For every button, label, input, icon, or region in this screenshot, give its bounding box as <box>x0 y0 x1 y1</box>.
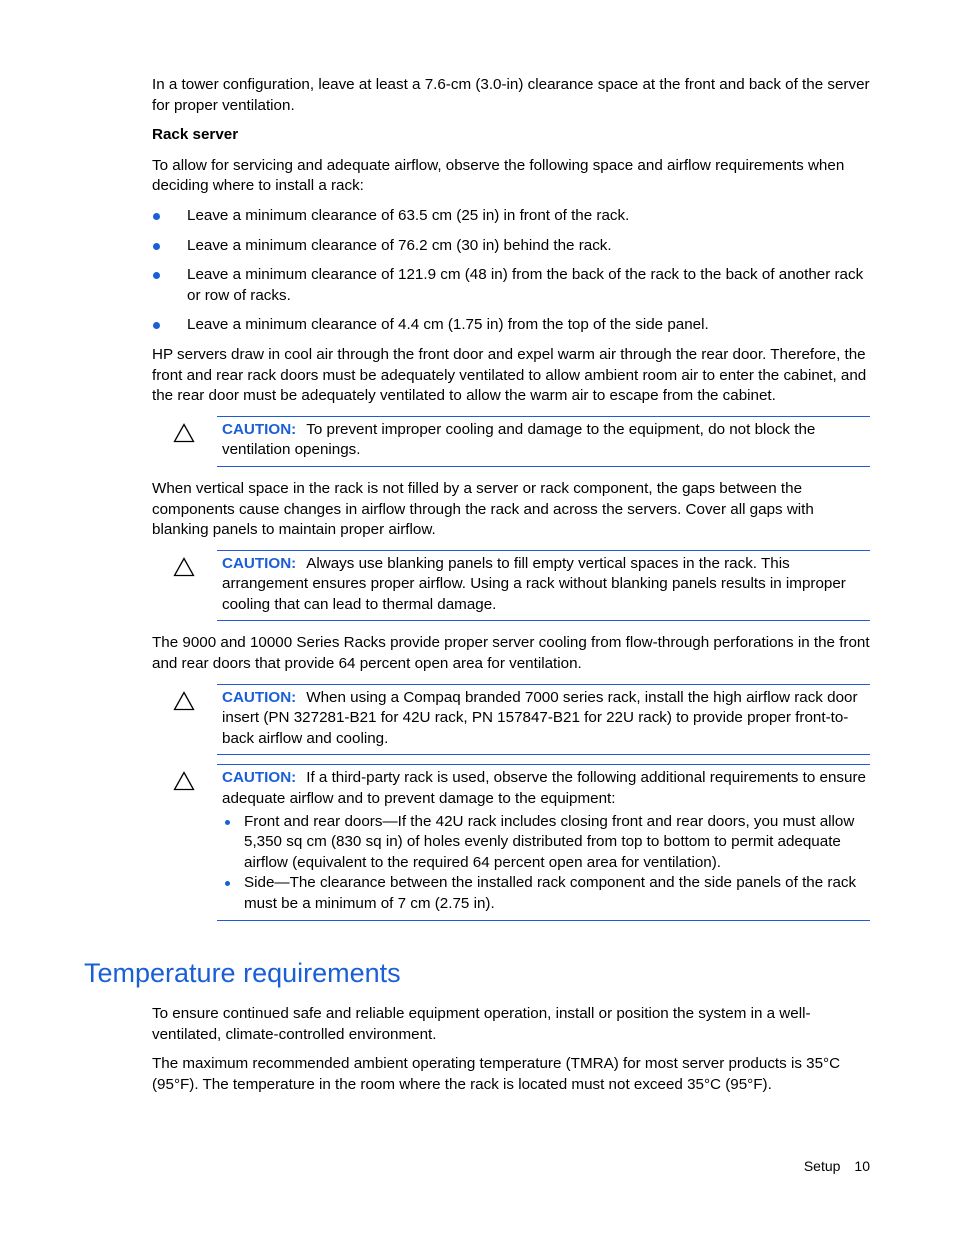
list-item: Leave a minimum clearance of 76.2 cm (30 in) behind the rack. <box>152 236 870 257</box>
caution-icon <box>173 557 195 577</box>
series-racks-paragraph: The 9000 and 10000 Series Racks provide proper server cooling from flow-through perforations in the front and rear doors that provide 64 percent open area for ventilation. <box>152 634 870 673</box>
temperature-paragraph-2: The maximum recommended ambient operating temperature (TMRA) for most server products is 35°C (95°F). The temperature in the room where the rack is located must not exceed 35°C (95°F). <box>152 1055 841 1093</box>
list-item: Leave a minimum clearance of 121.9 cm (48 in) from the back of the rack to the back of another rack or row of racks. <box>152 265 870 306</box>
caution-label: CAUTION: <box>222 554 297 572</box>
caution-text: To prevent improper cooling and damage to the equipment, do not block the ventilation openings. <box>222 420 816 459</box>
footer-section: Setup <box>803 1158 841 1174</box>
temperature-body <box>152 1004 870 1104</box>
caution-block-third-party <box>152 764 870 920</box>
hp-servers-paragraph: HP servers draw in cool air through the front door and expel warm air through the rear door. Therefore, the front and rear rack doors must be adequately ventilated to allow ambient room air to enter the cabinet, and the rear door must be adequately ventilated to allow the warm air to escape from the cabinet. <box>152 345 867 405</box>
caution-label: CAUTION: <box>222 420 297 438</box>
caution-icon <box>173 423 195 443</box>
temperature-heading: Temperature requirements <box>84 958 401 988</box>
page-footer <box>804 1158 870 1174</box>
caution-block-blanking-panels <box>152 550 870 622</box>
caution-label: CAUTION: <box>222 688 297 706</box>
caution-block-ventilation <box>152 416 870 467</box>
temperature-paragraph-1: To ensure continued safe and reliable equipment operation, install or position the system in a well-ventilated, climate-controlled environment. <box>152 1005 811 1043</box>
caution-icon <box>173 771 195 791</box>
rack-clearance-list <box>152 206 870 336</box>
caution-label: CAUTION: <box>222 769 297 787</box>
caution-text: When using a Compaq branded 7000 series rack, install the high airflow rack door insert (PN 327281-B21 for 42U rack, PN 157847-B21 for 22U rack) to provide proper front-to-back airflow and cooling. <box>222 688 858 747</box>
caution-text: If a third-party rack is used, observe the following additional requirements to ensure adequate airflow and to prevent damage to the equipment: <box>222 769 866 808</box>
caution-icon <box>173 691 195 711</box>
list-item: Leave a minimum clearance of 63.5 cm (25 in) in front of the rack. <box>152 206 870 227</box>
caution-block-compaq <box>152 684 870 756</box>
rack-server-heading: Rack server <box>152 126 239 144</box>
rack-intro-paragraph: To allow for servicing and adequate airflow, observe the following space and airflow requirements when deciding where to install a rack: <box>152 156 845 195</box>
body-text <box>152 75 870 933</box>
third-party-requirements-list <box>222 812 870 915</box>
intro-paragraph: In a tower configuration, leave at least a 7.6-cm (3.0-in) clearance space at the front and back of the server for proper ventilation. <box>152 76 870 114</box>
vertical-space-paragraph: When vertical space in the rack is not filled by a server or rack component, the gaps between the components cause changes in airflow through the rack and across the servers. Cover all gaps with blanking panels to maintain proper airflow. <box>152 479 814 539</box>
caution-text: Always use blanking panels to fill empty vertical spaces in the rack. This arrangement ensures proper airflow. Using a rack without blanking panels results in improper cooling that can lead to thermal damage. <box>222 554 846 613</box>
list-item: Side—The clearance between the installed rack component and the side panels of the rack must be a minimum of 7 cm (2.75 in). <box>222 873 870 914</box>
list-item: Front and rear doors—If the 42U rack includes closing front and rear doors, you must allow 5,350 sq cm (830 sq in) of holes evenly distributed from top to bottom to permit adequate airflow (equivalent to the required 64 percent open area for ventilation). <box>222 812 870 874</box>
list-item: Leave a minimum clearance of 4.4 cm (1.75 in) from the top of the side panel. <box>152 315 870 336</box>
page-number: 10 <box>854 1158 870 1174</box>
